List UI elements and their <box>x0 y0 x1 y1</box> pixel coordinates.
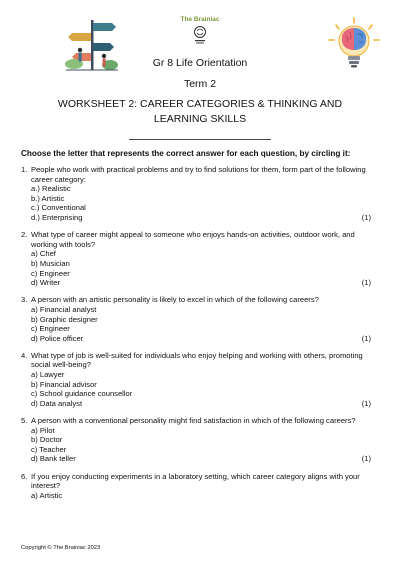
answer-option[interactable]: d) Police officer <box>31 333 84 343</box>
worksheet-title: WORKSHEET 2: CAREER CATEGORIES & THINKING AND LEARNING SKILLS <box>57 98 343 125</box>
answer-option[interactable]: c) School guidance counsellor <box>31 389 133 399</box>
question-item <box>21 416 383 464</box>
answer-option[interactable]: a) Artistic <box>31 490 63 500</box>
answer-option[interactable]: c.) Conventional <box>31 203 86 213</box>
answer-option[interactable]: d) Writer <box>31 278 60 288</box>
question-text: People who work with practical problems and try to find solutions for them, form part of the following career category: <box>31 165 366 184</box>
instructions: Choose the letter that represents the correct answer for each question, by circling it: <box>21 149 351 158</box>
answer-option[interactable]: b.) Artistic <box>31 193 65 203</box>
question-text: What type of job is well-suited for individuals who enjoy helping and working with others, promoting social well-being? <box>31 350 363 370</box>
answer-option[interactable]: d.) Enterprising <box>31 212 83 222</box>
question-item <box>21 165 383 223</box>
copyright-footer: Copyright © The Brainiac 2023 <box>21 545 101 551</box>
question-text: A person with an artistic personality is likely to excel in which of the following careers? <box>31 295 319 305</box>
question-marks: (1) <box>361 454 371 464</box>
question-item <box>21 351 383 409</box>
question-marks: (1) <box>361 212 371 222</box>
question-number: 2. <box>21 230 28 240</box>
header-divider <box>129 139 271 140</box>
brainiac-logo-icon <box>192 25 208 45</box>
answer-option[interactable]: c) Engineer <box>31 324 70 334</box>
answer-option[interactable]: b) Financial advisor <box>31 379 97 389</box>
question-list <box>21 165 383 508</box>
question-text: If you enjoy conducting experiments in a laboratory setting, which career category aligns with your interest? <box>31 471 360 491</box>
answer-option[interactable]: d) Data analyst <box>31 398 83 408</box>
answer-option[interactable]: a) Lawyer <box>31 370 65 380</box>
question-number: 4. <box>21 350 28 360</box>
question-item <box>21 295 383 343</box>
worksheet-header <box>0 0 400 130</box>
question-number: 6. <box>21 471 28 481</box>
answer-option[interactable]: a) Pilot <box>31 425 55 435</box>
answer-option[interactable]: d) Bank teller <box>31 454 76 464</box>
question-number: 1. <box>21 165 28 174</box>
question-text: What type of career might appeal to someone who enjoys hands-on activities, outdoor work, and working with tools? <box>31 230 355 249</box>
question-text: A person with a conventional personality might find satisfaction in which of the following careers? <box>31 416 356 426</box>
question-item <box>21 230 383 288</box>
answer-option[interactable]: a) Chef <box>31 249 56 259</box>
brain-lightbulb-illustration <box>326 16 382 72</box>
answer-option[interactable]: a) Financial analyst <box>31 304 97 314</box>
answer-option[interactable]: c) Engineer <box>31 268 70 278</box>
term-label: Term 2 <box>183 78 217 90</box>
answer-option[interactable]: b) Doctor <box>31 435 63 445</box>
question-marks: (1) <box>361 398 371 408</box>
answer-option[interactable]: b) Musician <box>31 258 70 268</box>
answer-option[interactable]: b) Graphic designer <box>31 314 98 324</box>
brand-name: The Brainiac <box>180 16 220 23</box>
question-item <box>21 472 383 501</box>
grade-subject-title: Gr 8 Life Orientation <box>152 57 248 69</box>
question-marks: (1) <box>361 278 371 288</box>
answer-option[interactable]: a.) Realistic <box>31 184 71 194</box>
question-marks: (1) <box>361 333 371 343</box>
question-number: 5. <box>21 416 28 426</box>
question-number: 3. <box>21 295 28 305</box>
answer-option[interactable]: c) Teacher <box>31 444 67 454</box>
